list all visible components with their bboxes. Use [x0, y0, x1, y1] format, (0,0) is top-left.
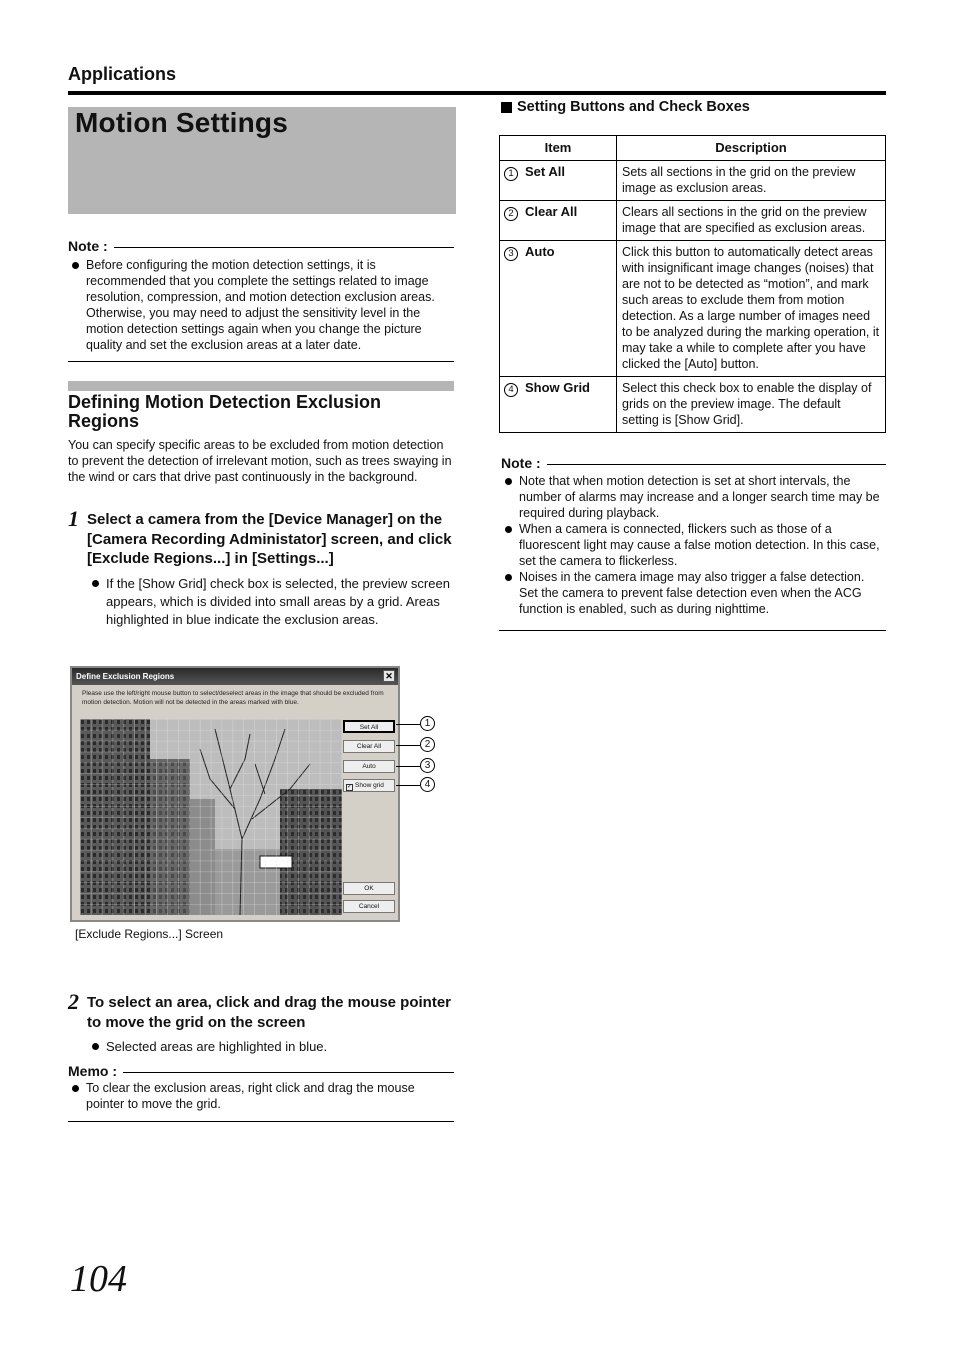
note-header: [501, 454, 886, 472]
section-header: Applications: [68, 64, 177, 84]
item-cell: [500, 161, 617, 201]
figure-caption: [Exclude Regions...] Screen: [75, 927, 224, 941]
note-label: Note :: [68, 238, 108, 254]
item-number: 1: [504, 167, 518, 181]
set-all-button[interactable]: Set All: [343, 720, 395, 733]
dialog-screenshot: [70, 666, 400, 922]
memo-bottom-rule: [68, 1121, 454, 1122]
table-heading: [501, 99, 750, 115]
dialog-title: Define Exclusion Regions: [76, 672, 175, 681]
item-cell: [500, 377, 617, 433]
note-bottom-rule: [499, 630, 886, 631]
callout-4: 4: [420, 777, 435, 792]
step-bullets: [88, 575, 454, 629]
note-box-right: [501, 454, 886, 617]
item-name: Show Grid: [525, 380, 590, 395]
ok-button[interactable]: OK: [343, 882, 395, 895]
header-rule: [68, 91, 886, 95]
show-grid-checkbox[interactable]: [343, 779, 395, 792]
table-row: [500, 161, 886, 201]
section-bar: [68, 381, 454, 391]
item-name: Set All: [525, 164, 565, 179]
step-text: Select a camera from the [Device Manager] on the [Camera Recording Administator] screen, and click [Exclude Regions...] in [Settings...]: [87, 511, 452, 567]
memo-label: Memo :: [68, 1063, 117, 1079]
callout-3: 3: [420, 758, 435, 773]
table-heading-text: Setting Buttons and Check Boxes: [517, 99, 750, 115]
checkbox-check-icon: ✓: [347, 784, 353, 790]
preview-image[interactable]: [80, 719, 342, 915]
dialog-titlebar: [72, 668, 398, 685]
square-bullet-icon: [501, 102, 512, 113]
dialog-description: Please use the left/right mouse button to select/deselect areas in the image that should be excluded from motion detection. Motion will not be detected in the areas marked with blue.: [82, 690, 384, 706]
note-item: Noises in the camera image may also trigger a false detection. Set the camera to prevent false detection even when the ACG function is enabled, such as during nighttime.: [501, 569, 886, 617]
description-cell: Click this button to automatically detect areas with insignificant image changes (noises) that are not to be detected as “motion”, and mark such areas to exclude them from motion detection. As a large number of images need to be analyzed during the marking operation, it may take a while to complete after you have clicked the [Auto] button.: [617, 241, 886, 377]
item-number: 2: [504, 207, 518, 221]
close-icon[interactable]: ✕: [383, 670, 395, 682]
item-name: Auto: [525, 244, 555, 259]
memo-item: To clear the exclusion areas, right click and drag the mouse pointer to move the grid.: [68, 1080, 454, 1112]
item-name: Clear All: [525, 204, 578, 219]
show-grid-label: Show grid: [355, 782, 384, 789]
note-item: When a camera is connected, flickers such as those of a fluorescent light may cause a false motion detection. In this case, set the camera to flickerless.: [501, 521, 886, 569]
step-2: [68, 989, 454, 1056]
step-bullet: If the [Show Grid] check box is selected, the preview screen appears, which is divided into small areas by a grid. Areas highlighted in blue indicate the exclusion areas.: [88, 575, 454, 629]
description-cell: Sets all sections in the grid on the preview image as exclusion areas.: [617, 161, 886, 201]
page-title: Motion Settings: [75, 107, 288, 138]
page-number: 104: [70, 1258, 127, 1300]
callout-line: [396, 766, 420, 767]
note-rule: [547, 464, 886, 465]
item-number: 4: [504, 383, 518, 397]
note-item: Note that when motion detection is set at short intervals, the number of alarms may increase and a longer search time may be required during playback.: [501, 473, 886, 521]
table-header-row: [500, 136, 886, 161]
note-list: [501, 473, 886, 617]
title-box: [68, 107, 456, 214]
section-intro: You can specify specific areas to be excluded from motion detection to prevent the detection of irrelevant motion, such as trees swaying in the wind or cars that drive past continuously in the background.: [68, 438, 452, 484]
item-cell: [500, 201, 617, 241]
col-item: Item: [500, 136, 617, 161]
note-header: [68, 237, 454, 255]
clear-all-button[interactable]: Clear All: [343, 740, 395, 753]
callout-line: [396, 724, 420, 725]
note-box: [68, 237, 454, 353]
memo-header: [68, 1062, 454, 1080]
buttons-table: [499, 135, 886, 433]
memo-list: [68, 1080, 454, 1112]
note-item: Before configuring the motion detection settings, it is recommended that you complete the settings related to image resolution, compression, and motion detection exclusion areas. Otherwise, you may need to adjust the sensitivity level in the motion detection settings again when you change the picture quality and set the exclusion areas at a later date.: [68, 257, 454, 353]
memo-rule: [123, 1072, 454, 1073]
step-bullets: [88, 1038, 454, 1056]
col-description: Description: [617, 136, 886, 161]
callout-line: [396, 785, 420, 786]
step-number: 2: [68, 989, 79, 1014]
step-text: To select an area, click and drag the mouse pointer to move the grid on the screen: [87, 994, 451, 1031]
table-row: [500, 201, 886, 241]
cancel-button[interactable]: Cancel: [343, 900, 395, 913]
note-label: Note :: [501, 455, 541, 471]
callout-1: 1: [420, 716, 435, 731]
description-cell: Select this check box to enable the display of grids on the preview image. The default setting is [Show Grid].: [617, 377, 886, 433]
preview-scene: [80, 719, 342, 915]
callout-2: 2: [420, 737, 435, 752]
item-number: 3: [504, 247, 518, 261]
callout-line: [396, 745, 420, 746]
auto-button[interactable]: Auto: [343, 760, 395, 773]
note-bottom-rule: [68, 361, 454, 362]
table-row: [500, 241, 886, 377]
section-heading: Defining Motion Detection Exclusion Regions: [68, 392, 382, 431]
description-cell: Clears all sections in the grid on the preview image that are specified as exclusion areas.: [617, 201, 886, 241]
memo-box: [68, 1062, 454, 1112]
note-rule: [114, 247, 454, 248]
item-cell: [500, 241, 617, 377]
step-bullet: Selected areas are highlighted in blue.: [88, 1038, 454, 1056]
note-list: [68, 257, 454, 353]
step-number: 1: [68, 506, 79, 531]
table-row: [500, 377, 886, 433]
step-1: [68, 506, 454, 629]
